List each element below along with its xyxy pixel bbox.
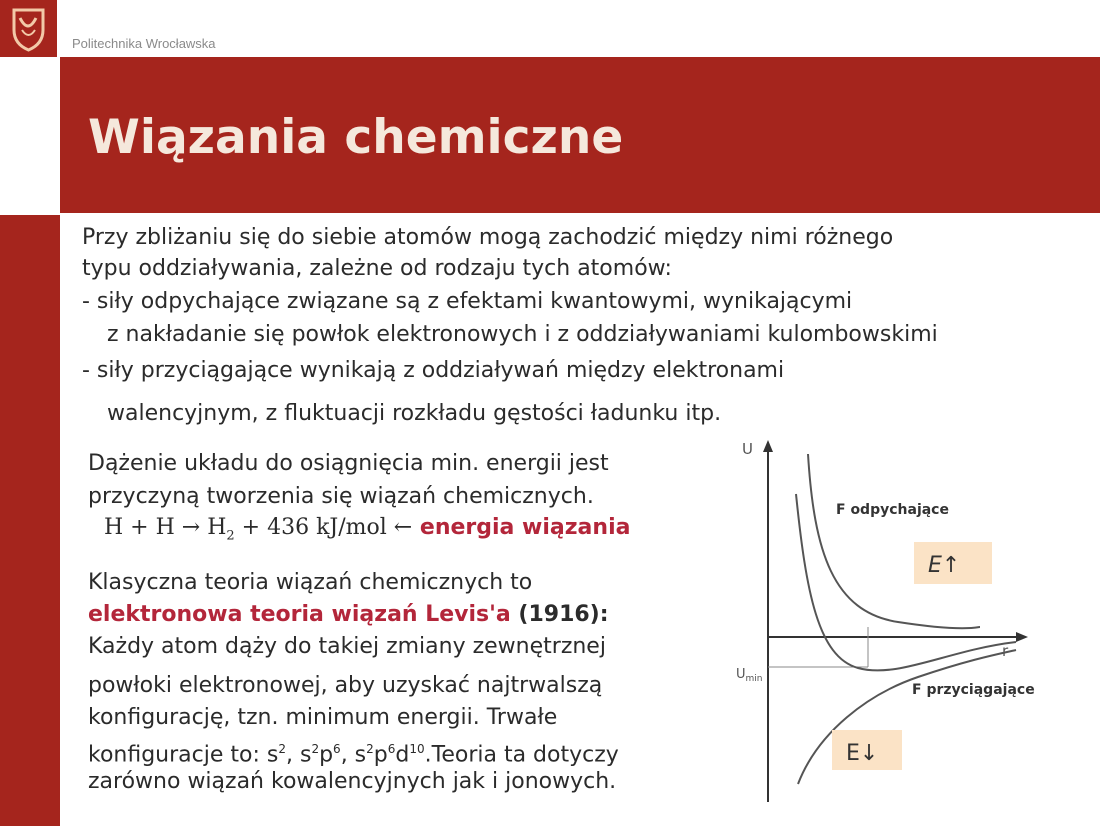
bullet-repulsive-line-1: - siły odpychające związane są z efektami kwantowymi, wynikającymi <box>82 289 853 314</box>
theory-year: (1916): <box>510 602 609 627</box>
lewis-theory-highlight: elektronowa teoria wiązań Levis'a <box>88 602 511 627</box>
bullet-attractive-line-2: walencyjnym, z fluktuacji rozkładu gęstości ładunku itp. <box>107 401 722 426</box>
x-axis-arrow-icon <box>1016 632 1028 642</box>
tendency-line-2: przyczyną tworzenia się wiązań chemicznych. <box>88 484 594 509</box>
umin-label <box>736 667 763 684</box>
theory-line-2 <box>88 599 609 631</box>
slide-title: Wiązania chemiczne <box>88 110 624 165</box>
y-axis-arrow-icon <box>763 440 773 452</box>
intro-line-2: typu oddziaływania, zależne od rodzaju tych atomów: <box>82 256 672 281</box>
energy-up-label: E↑ <box>928 553 961 578</box>
config-sup: 10 <box>409 742 425 756</box>
reaction-equation <box>104 512 630 552</box>
umin-subscript: min <box>745 674 763 684</box>
theory-line-4: powłoki elektronowej, aby uzyskać najtrwalszą <box>88 673 603 698</box>
repulsive-curve <box>808 454 980 628</box>
theory-line-7: zarówno wiązań kowalencyjnych jak i jonowych. <box>88 769 617 794</box>
reaction-rhs: + 436 kJ/mol ← <box>234 515 413 540</box>
config-sup: 2 <box>366 742 374 756</box>
y-axis-label: U <box>742 440 753 458</box>
config-text: p <box>319 742 334 768</box>
organization-name: Politechnika Wrocławska <box>72 36 216 51</box>
umin-letter: U <box>736 667 746 682</box>
config-text: d <box>395 742 410 768</box>
repulsive-label: F odpychające <box>836 502 949 518</box>
attractive-label: F przyciągające <box>912 682 1035 698</box>
bullet-repulsive-line-2: z nakładanie się powłok elektronowych i z oddziaływaniami kulombowskimi <box>107 322 938 347</box>
potential-energy-svg <box>718 432 1100 812</box>
energy-down-label: E↓ <box>846 741 879 766</box>
config-sup: 2 <box>311 742 320 756</box>
university-logo <box>0 0 57 57</box>
config-sup: 6 <box>387 742 396 756</box>
config-text: p <box>373 742 388 768</box>
theory-line-5: konfigurację, tzn. minimum energii. Trwałe <box>88 705 558 730</box>
config-text: konfiguracje to: s <box>88 742 279 768</box>
config-sup: 6 <box>333 742 341 756</box>
reaction-lhs: H + H → H <box>104 515 227 540</box>
theory-line-1: Klasyczna teoria wiązań chemicznych to <box>88 570 533 595</box>
config-text: , s <box>340 742 367 768</box>
config-text: .Teoria ta dotyczy <box>424 742 619 768</box>
x-axis-label: r <box>1002 642 1009 660</box>
intro-line-1: Przy zbliżaniu się do siebie atomów mogą zachodzić między nimi różnego <box>82 225 894 250</box>
config-text: , s <box>285 742 312 768</box>
potential-energy-diagram <box>718 432 1100 812</box>
bond-energy-label: energia wiązania <box>412 515 631 540</box>
shield-logo-icon <box>0 0 57 57</box>
attractive-curve <box>798 650 1016 784</box>
bullet-attractive-line-1: - siły przyciągające wynikają z oddziaływań między elektronami <box>82 358 785 383</box>
reaction-subscript: 2 <box>226 528 235 544</box>
left-accent-bar <box>0 215 60 826</box>
config-sup: 2 <box>278 742 286 756</box>
tendency-line-1: Dążenie układu do osiągnięcia min. energii jest <box>88 451 609 476</box>
theory-line-3: Każdy atom dąży do takiej zmiany zewnętrznej <box>88 634 606 659</box>
